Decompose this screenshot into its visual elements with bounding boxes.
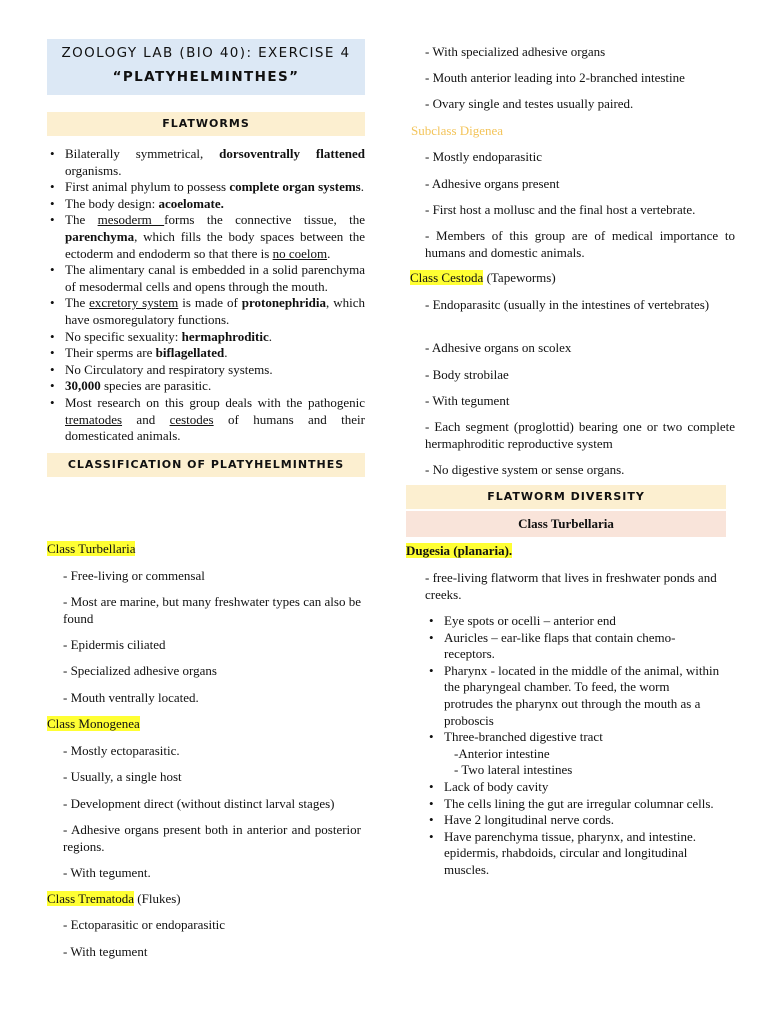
list-item: - Members of this group are of medical importance to humans and domestic animals. [425,228,735,260]
list-item: - Ectoparasitic or endoparasitic [63,917,226,932]
list-item: - Endoparasitc (usually in the intestines of vertebrates) [425,297,710,312]
list-item: - Most are marine, but many freshwater types can also be found [63,594,361,626]
species-label: Dugesia (planaria). [406,543,513,558]
list-item: • Auricles – ear-like flaps that contain chemo-receptors. [426,630,720,663]
diversity-header: FLATWORM DIVERSITY [406,485,726,509]
list-item: • 30,000 species are parasitic. [47,378,365,395]
list-item: - Adhesive organs present both in anterior and posterior regions. [63,822,361,854]
classification-header: CLASSIFICATION OF PLATYHELMINTHES [47,453,365,477]
subclass-digenea-label: Subclass Digenea [411,123,504,138]
flatworms-header: FLATWORMS [47,112,365,136]
page-title: ZOOLOGY LAB (BIO 40): EXERCISE 4 [61,45,351,61]
list-item: • Bilaterally symmetrical, dorsoventrally flattened organisms. [47,146,365,179]
species-intro: - free-living flatworm that lives in freshwater ponds and creeks. [425,570,717,602]
list-item: • The body design: acoelomate. [47,196,365,213]
list-item: • Have 2 longitudinal nerve cords. [426,812,720,829]
list-item: - Ovary single and testes usually paired. [425,96,634,111]
diversity-subheader: Class Turbellaria [406,511,726,537]
list-item: • No specific sexuality: hermaphroditic. [47,329,365,346]
list-item: • Eye spots or ocelli – anterior end [426,613,720,630]
diversity-list [426,613,720,879]
list-item: - Mostly endoparasitic [425,149,542,164]
list-item: • Three-branched digestive tract -Anterior intestine - Two lateral intestines [426,729,720,779]
list-item: - Mostly ectoparasitic. [63,743,180,758]
list-item: - No digestive system or sense organs. [425,462,625,477]
list-item: - First host a mollusc and the final host a vertebrate. [425,202,696,217]
left-column [47,0,365,477]
tract-sub-1: -Anterior intestine [454,745,550,761]
list-item: • The cells lining the gut are irregular columnar cells. [426,796,720,813]
list-item: • Have parenchyma tissue, pharynx, and intestine. epidermis, rhabdoids, circular and longitudinal muscles. [426,829,720,879]
list-item: - Mouth ventrally located. [63,690,199,705]
trematoda-section: Class Trematoda (Flukes) [47,891,181,906]
title-banner [47,39,365,95]
list-item: • The excretory system is made of protonephridia, which have osmoregulatory functions. [47,295,365,328]
list-item: • The mesoderm forms the connective tissue, the parenchyma, which fills the body spaces between the ectoderm and endoderm so that there is no coelom. [47,212,365,262]
page-subtitle: “PLATYHELMINTHES” [112,69,300,85]
list-item: - With specialized adhesive organs [425,44,606,59]
list-item: - Free-living or commensal [63,568,205,583]
list-item: - Adhesive organs present [425,176,560,191]
tract-sub-2: - Two lateral intestines [454,762,573,778]
monogenea-section [47,716,140,732]
cestoda-section: Class Cestoda (Tapeworms) [410,270,556,285]
turbellaria-section [47,541,365,557]
class-monogenea-label: Class Monogenea [47,716,140,731]
flatworms-list [47,146,365,445]
list-item: - Usually, a single host [63,769,182,784]
list-item: • Lack of body cavity [426,779,720,796]
list-item: - Epidermis ciliated [63,637,166,652]
list-item: - Specialized adhesive organs [63,663,217,678]
list-item: • No Circulatory and respiratory systems. [47,362,365,379]
list-item: - Mouth anterior leading into 2-branched intestine [425,70,685,85]
list-item: - With tegument. [63,865,151,880]
list-item: - Each segment (proglottid) bearing one or two complete hermaphroditic reproductive system [425,419,735,451]
class-turbellaria-label: Class Turbellaria [47,541,136,556]
list-item: - With tegument [63,944,148,959]
class-trematoda-label: Class Trematoda [47,891,135,906]
list-item: - Development direct (without distinct larval stages) [63,796,335,811]
list-item: • The alimentary canal is embedded in a solid parenchyma of mesodermal cells and opens through the mouth. [47,262,365,295]
list-item: - With tegument [425,393,510,408]
list-item: - Body strobilae [425,367,509,382]
list-item: - Adhesive organs on scolex [425,340,572,355]
list-item: • Pharynx - located in the middle of the animal, within the pharyngeal chamber. To feed, the worm protrudes the pharynx out through the mouth as a proboscis [426,663,720,729]
list-item: • Their sperms are biflagellated. [47,345,365,362]
list-item: • Most research on this group deals with the pathogenic trematodes and cestodes of humans and their domesticated animals. [47,395,365,445]
class-cestoda-label: Class Cestoda [410,270,484,285]
list-item: • First animal phylum to possess complete organ systems. [47,179,365,196]
